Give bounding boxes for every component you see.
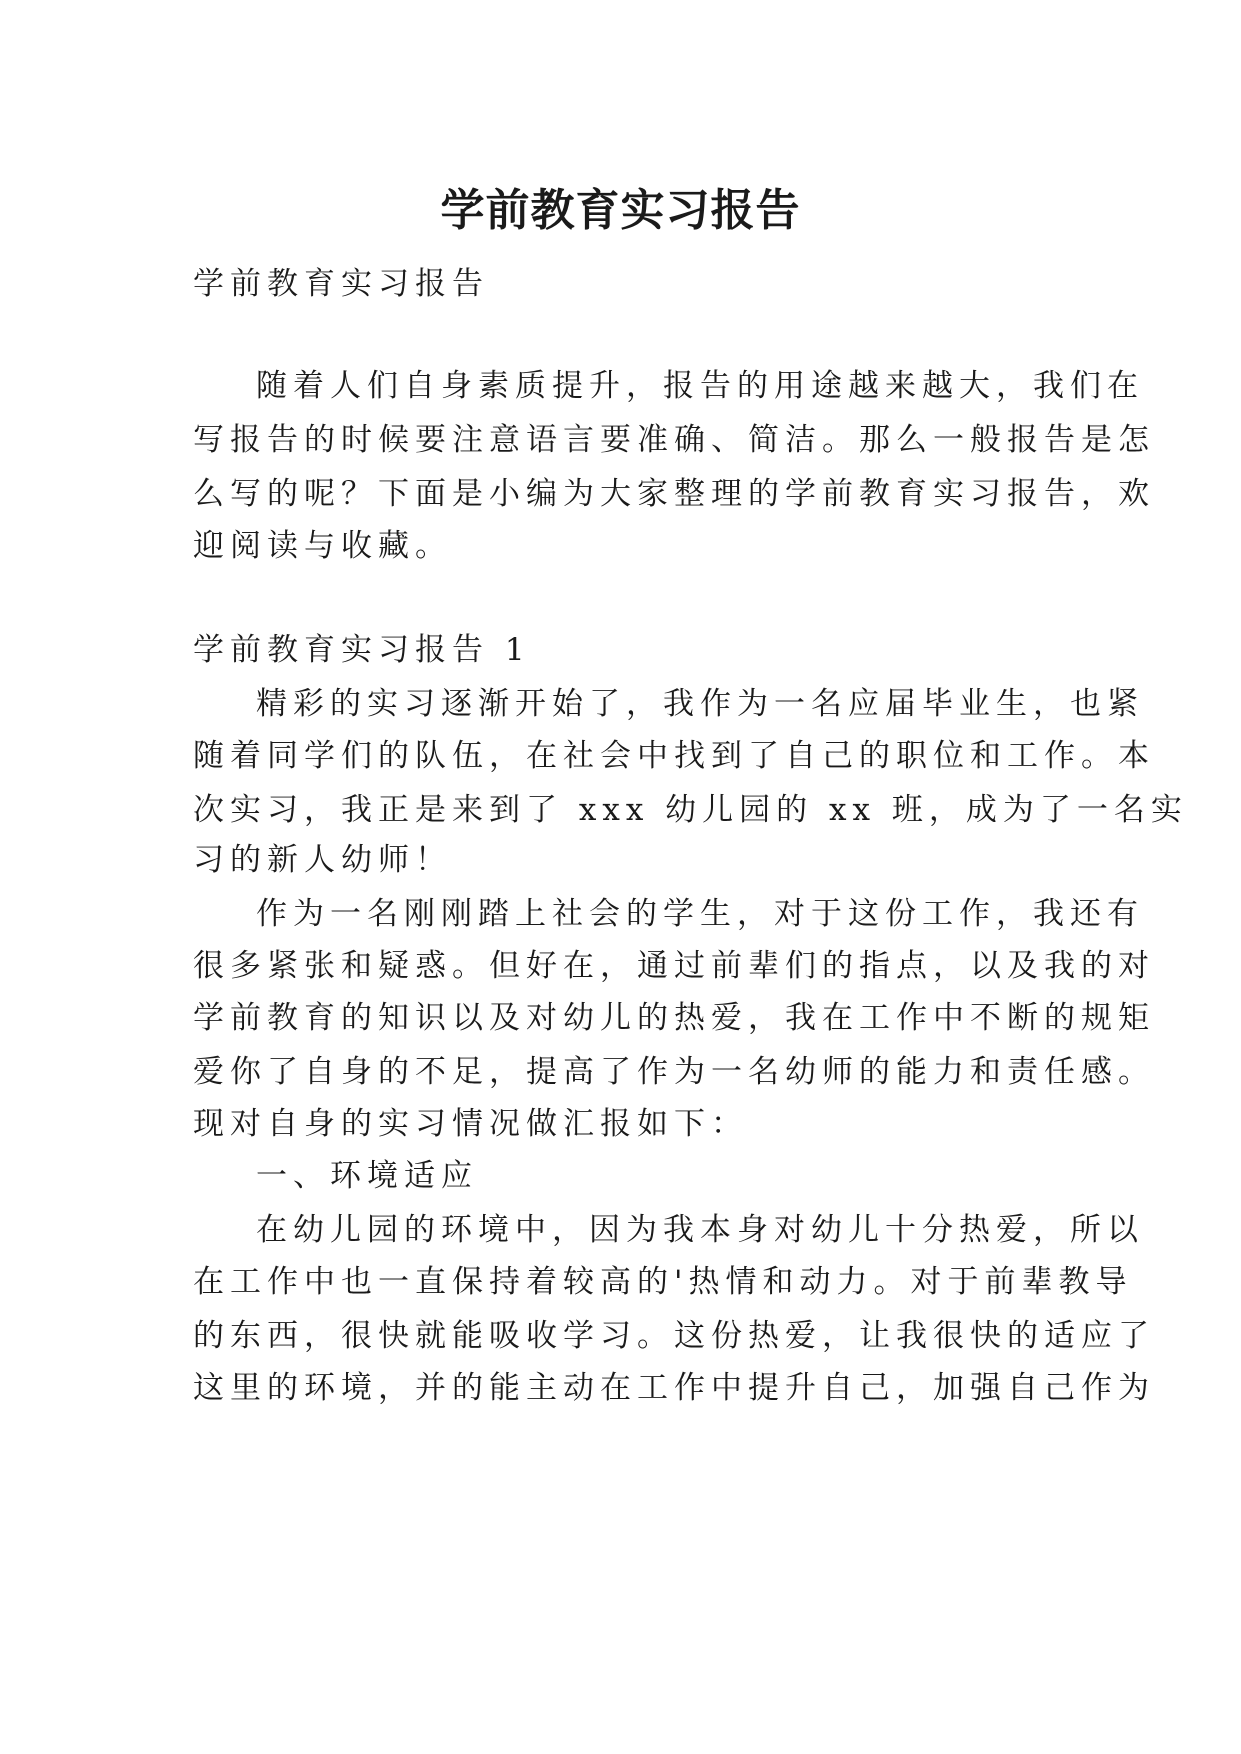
paragraph-line: 精彩的实习逐渐开始了，我作为一名应届毕业生，也紧	[256, 686, 1144, 722]
section-heading: 学前教育实习报告 1	[193, 632, 531, 668]
paragraph-line: 在幼儿园的环境中，因为我本身对幼儿十分热爱，所以	[256, 1212, 1144, 1248]
paragraph-line: 学前教育的知识以及对幼儿的热爱，我在工作中不断的规矩	[193, 1000, 1155, 1036]
paragraph-line: 作为一名刚刚踏上社会的学生，对于这份工作，我还有	[256, 896, 1144, 932]
intro-line: 么写的呢？下面是小编为大家整理的学前教育实习报告，欢	[193, 476, 1155, 512]
paragraph-line: 爱你了自身的不足，提高了作为一名幼师的能力和责任感。	[193, 1054, 1155, 1090]
intro-line: 随着人们自身素质提升，报告的用途越来越大，我们在	[256, 368, 1144, 404]
subheading: 一、环境适应	[256, 1158, 478, 1194]
intro-line: 迎阅读与收藏。	[193, 528, 452, 564]
paragraph-line: 习的新人幼师！	[193, 842, 452, 878]
paragraph-line: 次实习，我正是来到了 xxx 幼儿园的 xx 班，成为了一名实	[193, 792, 1188, 828]
paragraph-line: 在工作中也一直保持着较高的'热情和动力。对于前辈教导	[193, 1264, 1133, 1300]
paragraph-line: 随着同学们的队伍，在社会中找到了自己的职位和工作。本	[193, 738, 1155, 774]
intro-line: 写报告的时候要注意语言要准确、简洁。那么一般报告是怎	[193, 422, 1155, 458]
paragraph-line: 很多紧张和疑惑。但好在，通过前辈们的指点，以及我的对	[193, 948, 1155, 984]
document-subtitle: 学前教育实习报告	[193, 266, 489, 302]
paragraph-line: 这里的环境，并的能主动在工作中提升自己，加强自己作为	[193, 1370, 1155, 1406]
paragraph-line: 现对自身的实习情况做汇报如下：	[193, 1106, 748, 1142]
document-title: 学前教育实习报告	[440, 185, 801, 237]
paragraph-line: 的东西，很快就能吸收学习。这份热爱，让我很快的适应了	[193, 1318, 1155, 1354]
